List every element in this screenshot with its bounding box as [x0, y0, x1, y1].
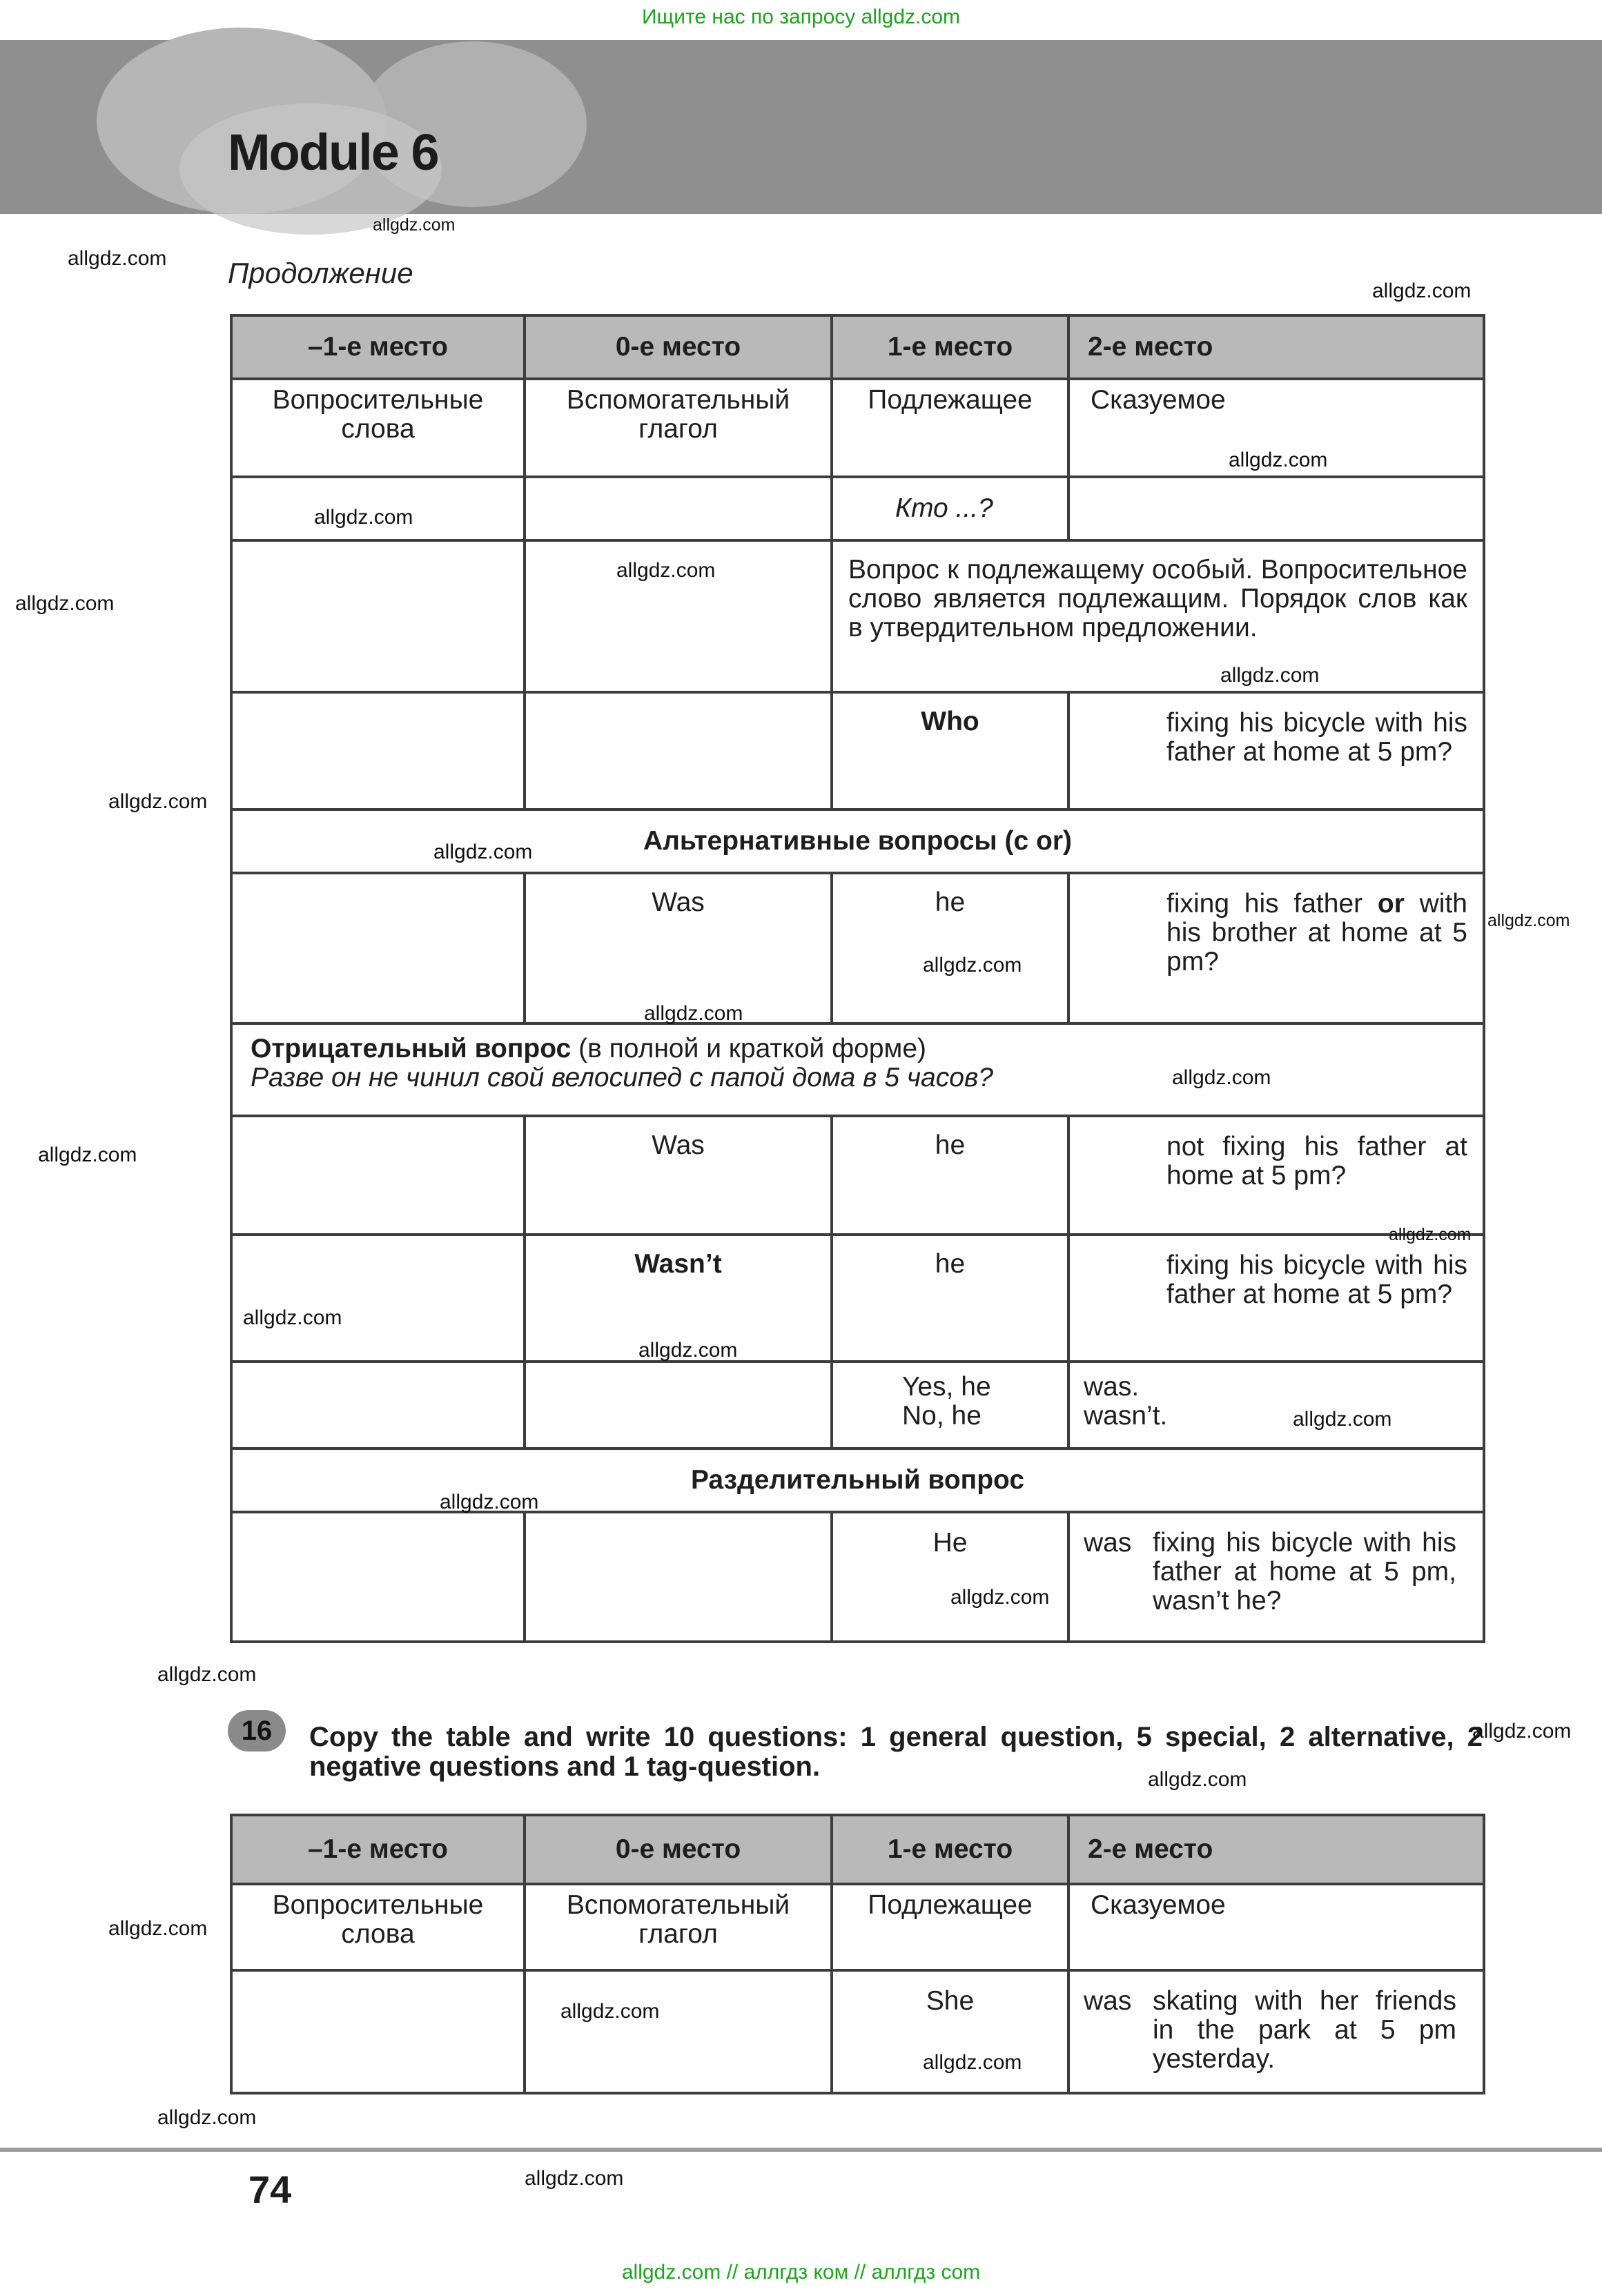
watermark: allgdz.com: [1148, 1768, 1247, 1791]
or-keyword: or: [1377, 889, 1405, 919]
subhead-subject: Подлежащее: [832, 1884, 1068, 1970]
watermark: allgdz.com: [1487, 911, 1570, 930]
watermark: allgdz.com: [108, 1917, 208, 1940]
watermark: allgdz.com: [950, 1586, 1050, 1609]
short-answer-aux-cell: [1068, 1362, 1484, 1449]
empty-cell: [231, 873, 525, 1023]
table-row: [231, 1970, 1484, 2093]
task-table: [230, 1814, 1485, 2094]
header-cell: 1-е место: [832, 1815, 1068, 1884]
watermark: allgdz.com: [1293, 1408, 1392, 1431]
empty-cell: [231, 1362, 525, 1449]
negative-short-predicate-cell: fixing his bicycle with his father at home at 5 pm?: [1068, 1235, 1484, 1362]
watermark: allgdz.com: [638, 1339, 738, 1362]
watermark: allgdz.com: [157, 2106, 257, 2129]
header-cell: –1-е место: [231, 1815, 525, 1884]
alternative-title-text: Альтернативные вопросы (с or): [643, 825, 1073, 856]
short-answer-yes: Yes, he: [902, 1372, 991, 1402]
watermark: allgdz.com: [157, 1663, 257, 1686]
example-subject-cell: She: [832, 1970, 1068, 2093]
who-subject-cell: Who: [832, 692, 1068, 810]
empty-cell: [231, 692, 525, 810]
header-cell: 1-е место: [832, 315, 1068, 379]
watermark: allgdz.com: [1472, 1720, 1572, 1743]
watermark: allgdz.com: [373, 215, 456, 235]
watermark: allgdz.com: [923, 2051, 1022, 2074]
empty-cell: [525, 692, 832, 810]
watermark: allgdz.com: [560, 2000, 660, 2023]
watermark: allgdz.com: [1372, 279, 1472, 302]
tag-predicate-cell: [1068, 1512, 1484, 1642]
short-answer-subject-cell: [832, 1362, 1068, 1449]
short-answer-no: No, he: [902, 1401, 981, 1431]
watermark: allgdz.com: [68, 247, 167, 270]
watermark: allgdz.com: [108, 790, 208, 813]
empty-cell: [231, 540, 525, 692]
subhead-auxiliary-verb: Вспомогательный глагол: [525, 379, 832, 477]
watermark: allgdz.com: [15, 592, 115, 615]
predicate-part: with his brother at home at 5 pm?: [1166, 889, 1467, 977]
empty-cell: [525, 1512, 832, 1642]
task-number-badge: 16: [228, 1710, 286, 1752]
section-title-row: [231, 810, 1484, 873]
example-predicate: skating with her friends in the park at 5 pm yesterday.: [1153, 1986, 1456, 2074]
watermark: allgdz.com: [1172, 1066, 1271, 1089]
negative-full-subject-cell: he: [832, 1116, 1068, 1235]
header-cell: 0-е место: [525, 315, 832, 379]
table-row: [231, 477, 1484, 540]
empty-cell: [525, 1970, 832, 2093]
example-predicate-cell: [1068, 1970, 1484, 2093]
header-cell: 2-е место: [1068, 315, 1484, 379]
page-number: 74: [248, 2168, 292, 2211]
table-header-row: [231, 1815, 1484, 1884]
subhead-subject: Подлежащее: [832, 379, 1068, 477]
tag-title-text: Разделительный вопрос: [690, 1464, 1025, 1495]
alternative-questions-title: [231, 810, 1484, 873]
table-row: [231, 873, 1484, 1023]
table-row: [231, 692, 1484, 810]
watermark: allgdz.com: [1389, 1225, 1472, 1244]
empty-cell: [525, 477, 832, 540]
negative-full-aux-cell: Was: [525, 1116, 832, 1235]
watermark: allgdz.com: [1229, 449, 1328, 471]
tag-question-title: [231, 1449, 1484, 1512]
subject-question-note: Вопрос к подлежащему особый. Вопросительное слово является подлежащим. Порядок слов как в утвердительном предложении.: [832, 540, 1484, 692]
task-instruction: Copy the table and write 10 questions: 1 general question, 5 special, 2 alternative, 2 negative questions and 1 tag-question.: [309, 1722, 1483, 1783]
header-cell: –1-е место: [231, 315, 525, 379]
continuation-label: Продолжение: [228, 257, 413, 289]
watermark: allgdz.com: [433, 841, 533, 863]
empty-cell: [525, 1362, 832, 1449]
watermark: allgdz.com: [1220, 664, 1320, 687]
tag-aux: was: [1084, 1528, 1132, 1558]
short-answer-was: was.: [1084, 1372, 1140, 1402]
watermark: allgdz.com: [525, 2167, 624, 2190]
section-title-row: [231, 1023, 1484, 1116]
table-header-row: [231, 315, 1484, 379]
negative-title-rest: (в полной и краткой форме): [578, 1034, 927, 1063]
empty-cell: [231, 1512, 525, 1642]
table-row: [231, 1116, 1484, 1235]
subhead-question-words: Вопросительные слова: [231, 1884, 525, 1970]
negative-short-subject-cell: he: [832, 1235, 1068, 1362]
section-title-row: [231, 1449, 1484, 1512]
subhead-auxiliary-verb: Вспомогательный глагол: [525, 1884, 832, 1970]
bottom-banner[interactable]: allgdz.com // аллгдз ком // аллгдз com: [621, 2261, 981, 2284]
who-predicate-cell: fixing his bicycle with his father at home at 5 pm?: [1068, 692, 1484, 810]
watermark: allgdz.com: [440, 1491, 539, 1513]
table-row: [231, 1235, 1484, 1362]
negative-short-aux-cell: Wasn’t: [525, 1235, 832, 1362]
subhead-predicate: Сказуемое: [1068, 1884, 1484, 1970]
footer-divider: [0, 2148, 1602, 2152]
watermark: allgdz.com: [923, 954, 1022, 977]
module-title: Module 6: [228, 124, 438, 181]
alternative-subject-cell: he: [832, 873, 1068, 1023]
header-cell: 2-е место: [1068, 1815, 1484, 1884]
table-row: [231, 1362, 1484, 1449]
empty-cell: [231, 1116, 525, 1235]
who-question-cell: Кто ...?: [832, 477, 1068, 540]
subhead-predicate: Сказуемое: [1068, 379, 1484, 477]
header-cell: 0-е место: [525, 1815, 832, 1884]
watermark: allgdz.com: [38, 1144, 137, 1166]
subhead-question-words: Вопросительные слова: [231, 379, 525, 477]
watermark: allgdz.com: [644, 1002, 743, 1025]
watermark: allgdz.com: [616, 559, 716, 582]
empty-cell: [1068, 477, 1484, 540]
table-row: [231, 1512, 1484, 1642]
top-banner[interactable]: Ищите нас по запросу allgdz.com: [641, 6, 961, 28]
watermark: allgdz.com: [243, 1306, 342, 1329]
negative-example-sentence: Разве он не чинил свой велосипед с папой дома в 5 часов?: [251, 1063, 993, 1093]
negative-full-predicate-cell: not fixing his father at home at 5 pm?: [1068, 1116, 1484, 1235]
short-answer-wasnt: wasn’t.: [1084, 1401, 1168, 1431]
tag-subject-cell: He: [832, 1512, 1068, 1642]
alternative-predicate-cell: [1068, 873, 1484, 1023]
negative-title-bold: Отрицательный вопрос: [251, 1034, 572, 1063]
tag-predicate: fixing his bicycle with his father at home at 5 pm, wasn’t he?: [1153, 1528, 1456, 1616]
empty-cell: [231, 1970, 525, 2093]
watermark: allgdz.com: [314, 506, 413, 529]
example-aux: was: [1084, 1986, 1132, 2016]
table-subhead-row: [231, 1884, 1484, 1970]
empty-cell: [231, 1235, 525, 1362]
alternative-aux-cell: Was: [525, 873, 832, 1023]
negative-questions-title: [231, 1023, 1484, 1116]
question-table: [230, 314, 1485, 1643]
predicate-part: fixing his father: [1166, 889, 1363, 919]
